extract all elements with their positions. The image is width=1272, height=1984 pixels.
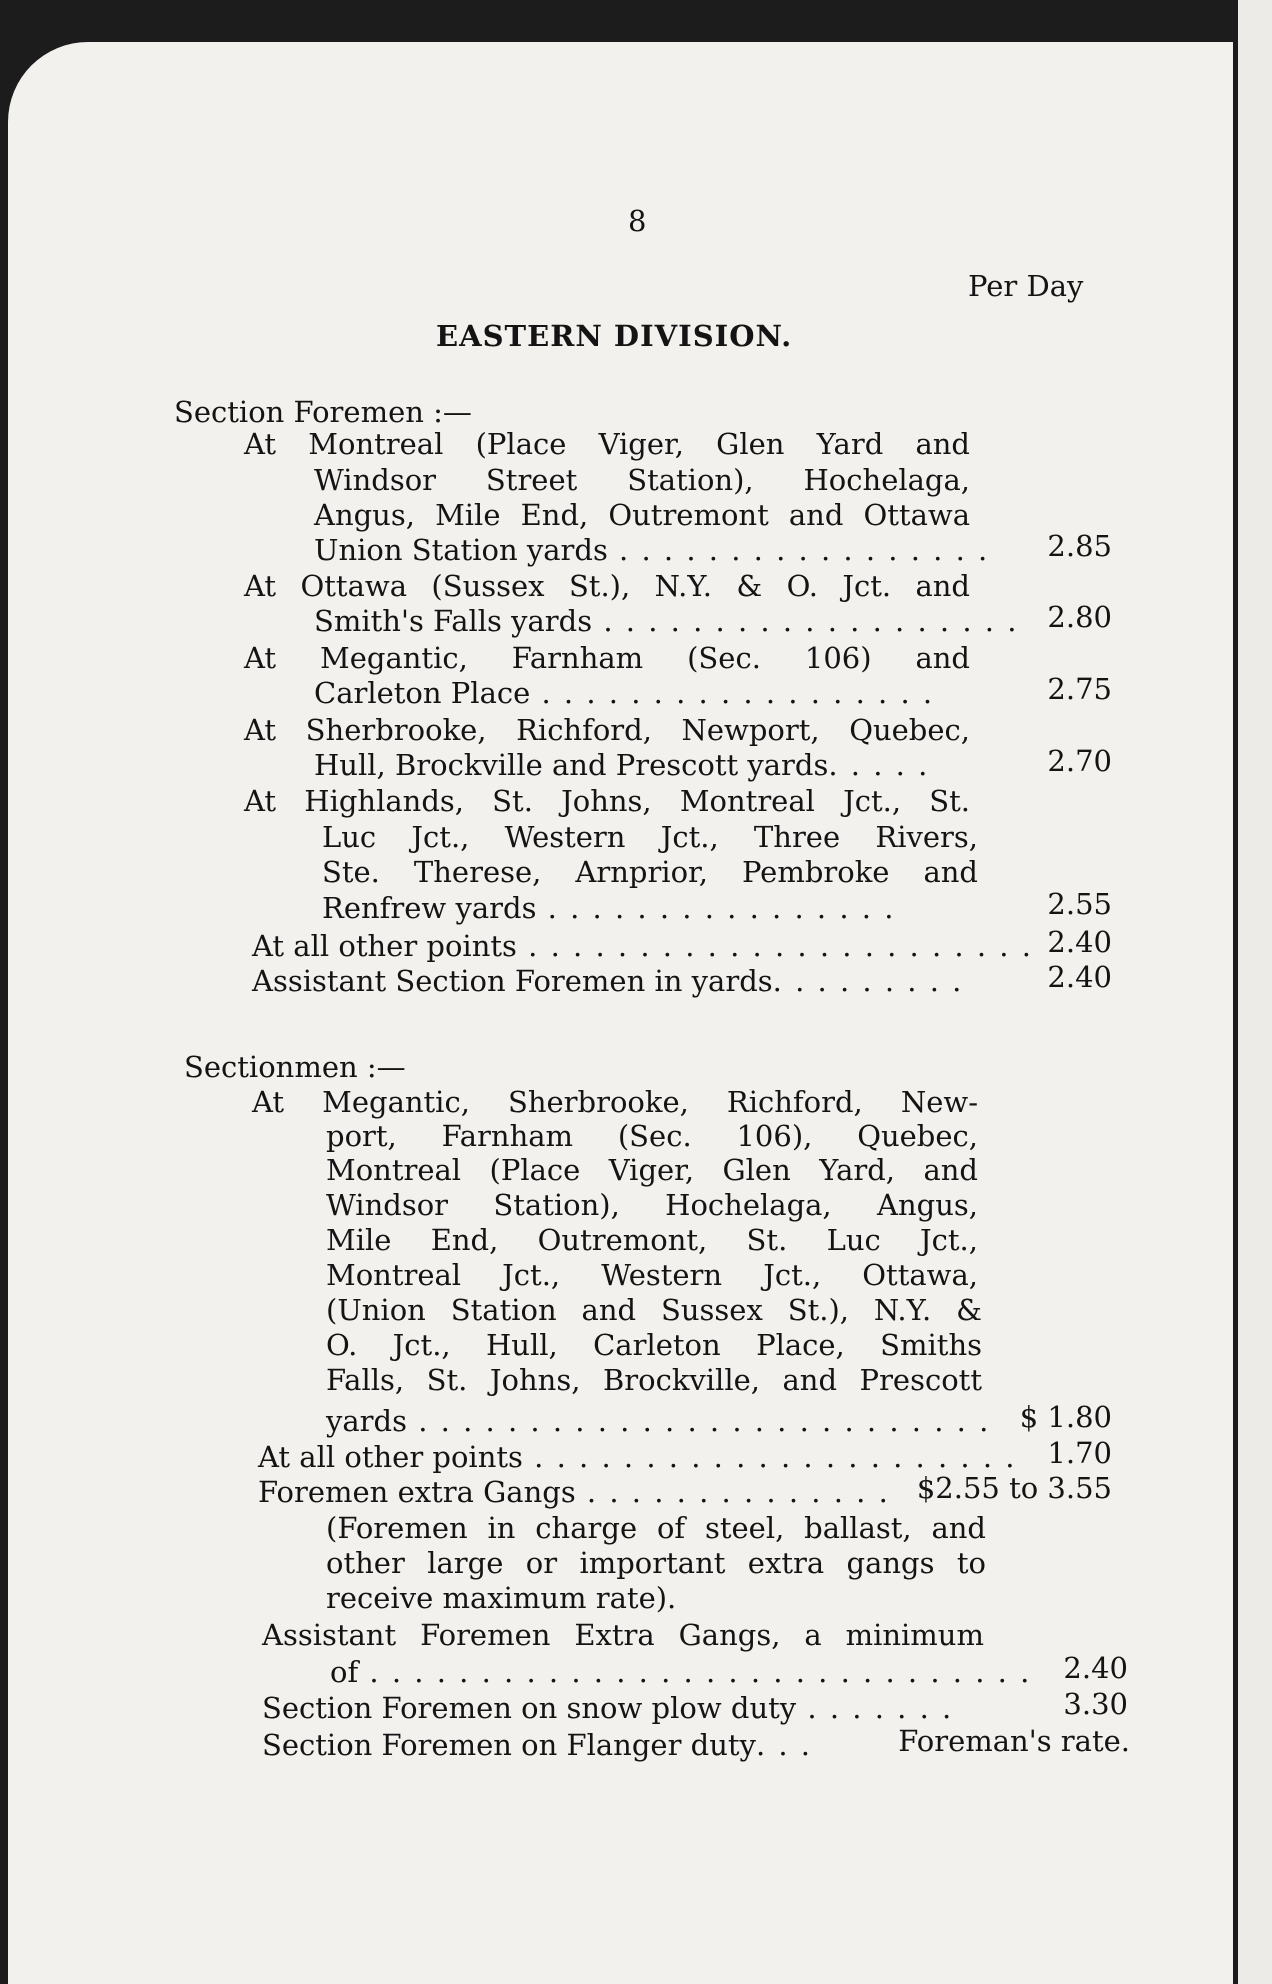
rate-value: 2.55 [1047,887,1112,921]
note-line: (Foremen in charge of steel, ballast, and [326,1511,986,1545]
rate-value: 2.40 [1063,1651,1128,1685]
entry-line: Angus, Mile End, Outremont and Ottawa [314,498,970,532]
entry-line: port, Farnham (Sec. 106), Quebec, [326,1119,978,1153]
rate-value: 3.30 [1063,1687,1128,1721]
page-number: 8 [628,204,647,238]
entry-line: Renfrew yards . . . . . . . . . . . . . . . . [322,891,896,925]
entry-line: Falls, St. Johns, Brockville, and Prescott [326,1363,982,1397]
entry-line: Montreal Jct., Western Jct., Ottawa, [326,1258,978,1292]
entry-line: yards . . . . . . . . . . . . . . . . . . . . . . . . . . [326,1404,991,1438]
entry-line: Section Foremen on snow plow duty . . . . . . . [262,1691,954,1725]
entry-line: Assistant Foremen Extra Gangs, a minimum [262,1618,984,1652]
entry-line: At Highlands, St. Johns, Montreal Jct., St. [244,784,970,818]
entry-line: At Megantic, Sherbrooke, Richford, New- [252,1085,978,1119]
note-line: receive maximum rate). [326,1581,677,1615]
entry-line: (Union Station and Sussex St.), N.Y. & [326,1293,982,1327]
division-title: EASTERN DIVISION. [436,319,793,353]
rate-value: 2.70 [1047,744,1112,778]
rate-value: 2.85 [1047,529,1112,563]
entry-line: Section Foremen on Flanger duty. . . [262,1728,813,1762]
entry-line: Montreal (Place Viger, Glen Yard, and [326,1153,978,1187]
entry-line: At Montreal (Place Viger, Glen Yard and [244,427,970,461]
entry-line: At Sherbrooke, Richford, Newport, Quebec, [244,713,970,747]
section-foremen-heading: Section Foremen :— [174,395,472,429]
note-line: other large or important extra gangs to [326,1546,986,1580]
entry-line: Luc Jct., Western Jct., Three Rivers, [322,820,978,854]
entry-line: Windsor Street Station), Hochelaga, [314,463,970,497]
entry-line: At all other points . . . . . . . . . . . . . . . . . . . . . . [258,1440,1017,1474]
entry-line: Ste. Therese, Arnprior, Pembroke and [322,855,978,889]
per-day-column-header: Per Day [968,269,1084,303]
entry-line: At all other points . . . . . . . . . . . . . . . . . . . . . . . [252,929,1033,963]
entry-line: Hull, Brockville and Prescott yards. . . . . [314,748,930,782]
rate-value: 2.75 [1047,672,1112,706]
entry-line: Smith's Falls yards . . . . . . . . . . . . . . . . . . . [314,604,1019,638]
entry-line: At Ottawa (Sussex St.), N.Y. & O. Jct. and [244,569,970,603]
entry-line: Assistant Section Foremen in yards. . . . . . . . . [252,964,964,998]
rate-value: 2.40 [1047,925,1112,959]
sectionmen-heading: Sectionmen :— [184,1050,406,1084]
rate-value: $ 1.80 [1019,1400,1112,1434]
entry-line: of . . . . . . . . . . . . . . . . . . . . . . . . . . . . . . [330,1655,1032,1689]
entry-line: Windsor Station), Hochelaga, Angus, [326,1188,978,1222]
rate-value: 1.70 [1047,1436,1112,1470]
rate-value: 2.40 [1047,960,1112,994]
entry-line: Carleton Place . . . . . . . . . . . . . . . . . . [314,676,935,710]
entry-line: O. Jct., Hull, Carleton Place, Smiths [326,1328,982,1362]
entry-line: Foremen extra Gangs . . . . . . . . . . . . . . [258,1475,890,1509]
rate-value: 2.80 [1047,600,1112,634]
rate-value: Foreman's rate. [898,1724,1130,1758]
entry-line: Union Station yards . . . . . . . . . . . . . . . . . [314,533,990,567]
entry-line: At Megantic, Farnham (Sec. 106) and [244,641,970,675]
rate-range-value: $2.55 to 3.55 [916,1471,1112,1505]
entry-line: Mile End, Outremont, St. Luc Jct., [326,1223,978,1257]
facing-page-edge [1238,0,1272,1984]
